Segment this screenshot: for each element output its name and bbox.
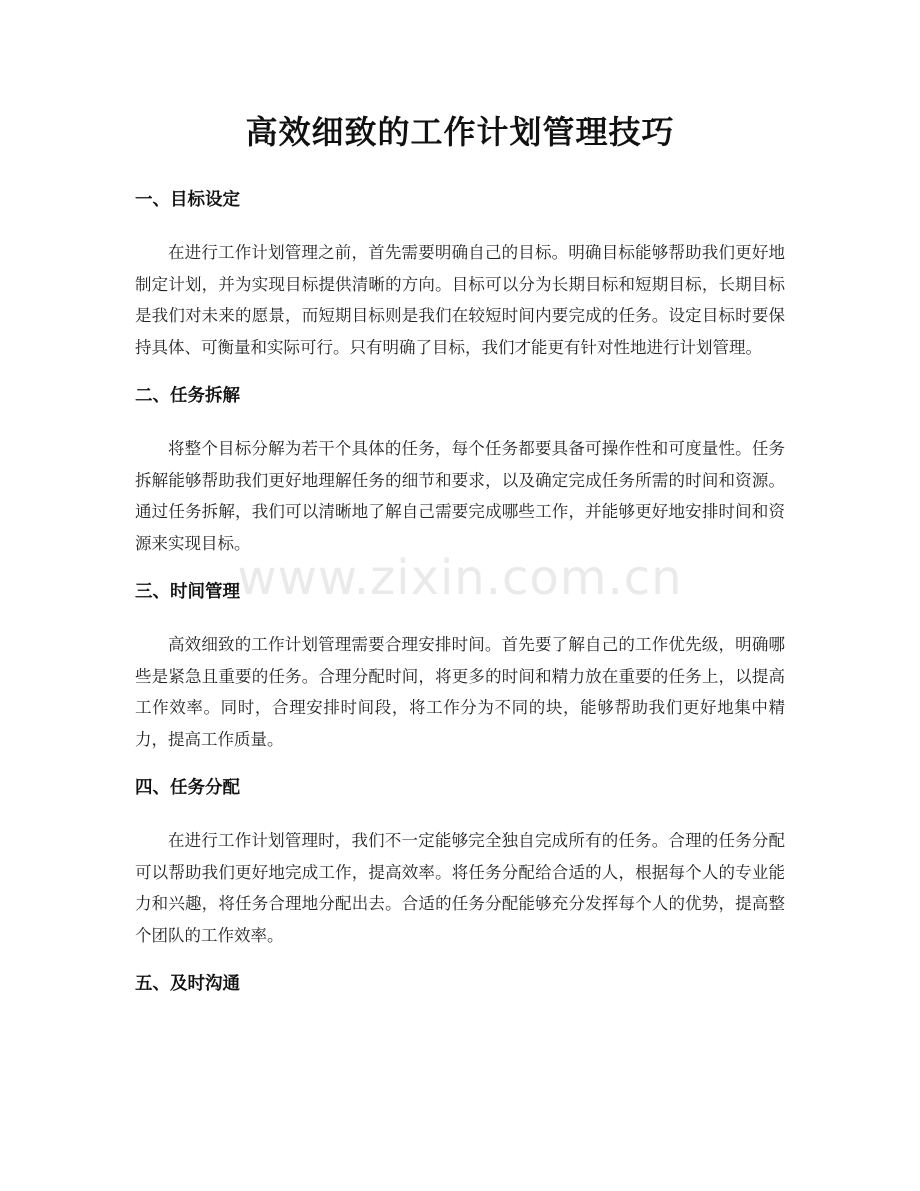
section-goal-setting <box>135 187 785 363</box>
section-paragraph: 将整个目标分解为若干个具体的任务，每个任务都要具备可操作性和可度量性。任务拆解能够帮助我们更好地理解任务的细节和要求，以及确定完成任务所需的时间和资源。通过任务拆解，我们可以清晰地了解自己需要完成哪些工作，并能够更好地安排时间和资源来实现目标。 <box>135 439 785 553</box>
section-heading: 四、任务分配 <box>135 778 240 798</box>
section-paragraph: 在进行工作计划管理时，我们不一定能够完全独自完成所有的任务。合理的任务分配可以帮助我们更好地完成工作，提高效率。将任务分配给合适的人，根据每个人的专业能力和兴趣，将任务合理地分配出去。合适的任务分配能够充分发挥每个人的优势，提高整个团队的工作效率。 <box>135 831 785 945</box>
watermark: www.zixin.com.cn <box>237 550 683 606</box>
section-paragraph: 高效细致的工作计划管理需要合理安排时间。首先要了解自己的工作优先级，明确哪些是紧急且重要的任务。合理分配时间，将更多的时间和精力放在重要的任务上，以提高工作效率。同时，合理安排时间段，将工作分为不同的块，能够帮助我们更好地集中精力，提高工作质量。 <box>135 635 785 749</box>
section-task-assignment <box>135 775 785 951</box>
section-heading: 一、目标设定 <box>135 190 240 210</box>
section-task-breakdown <box>135 383 785 559</box>
section-timely-communication <box>135 971 785 997</box>
section-heading: 二、任务拆解 <box>135 386 240 406</box>
section-paragraph: 在进行工作计划管理之前，首先需要明确自己的目标。明确目标能够帮助我们更好地制定计划，并为实现目标提供清晰的方向。目标可以分为长期目标和短期目标，长期目标是我们对未来的愿景，而短期目标则是我们在较短时间内要完成的任务。设定目标时要保持具体、可衡量和实际可行。只有明确了目标，我们才能更有针对性地进行计划管理。 <box>135 243 785 357</box>
section-heading: 五、及时沟通 <box>135 974 240 994</box>
section-time-management <box>135 579 785 755</box>
document-title: 高效细致的工作计划管理技巧 <box>245 113 675 151</box>
section-heading: 三、时间管理 <box>135 582 240 602</box>
